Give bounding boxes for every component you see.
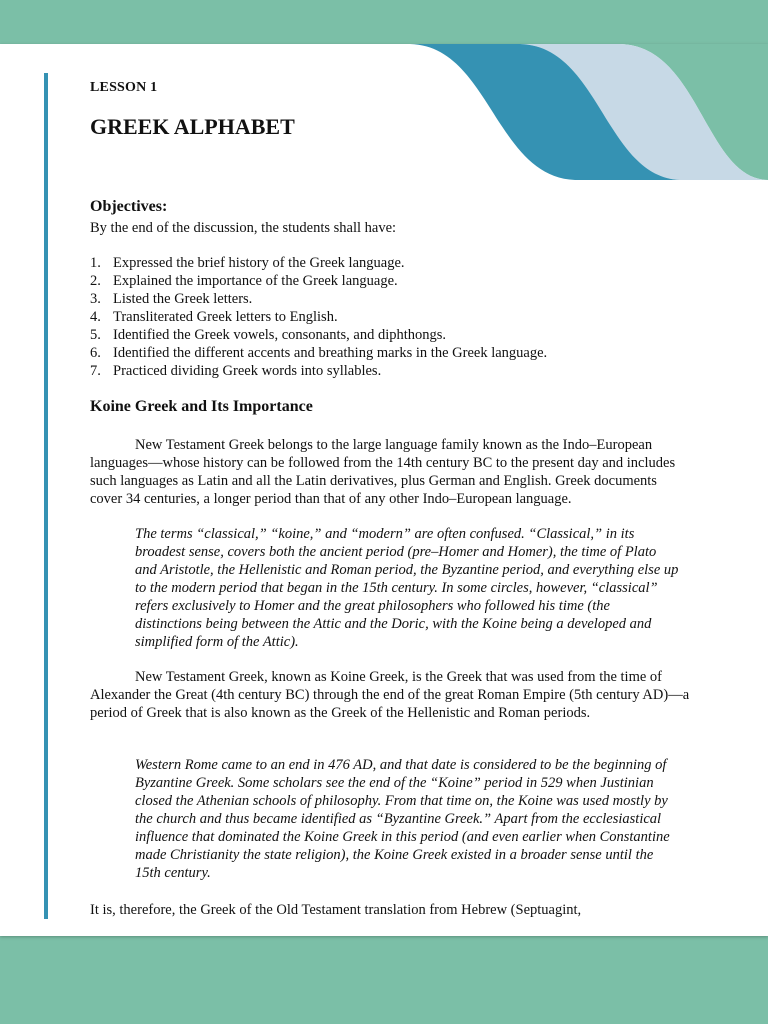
left-accent-rule — [44, 73, 48, 919]
list-text: Identified the Greek vowels, consonants, and diphthongs. — [113, 327, 447, 343]
list-text: Transliterated Greek letters to English. — [113, 309, 338, 325]
list-item — [90, 344, 547, 362]
list-item — [90, 272, 547, 290]
list-number: 6. — [90, 345, 101, 361]
list-number: 7. — [90, 363, 101, 379]
objectives-heading: Objectives: — [90, 198, 168, 215]
document-page — [0, 44, 768, 936]
bottom-green-band — [0, 936, 768, 1024]
list-number: 4. — [90, 309, 101, 325]
page-title: GREEK ALPHABET — [90, 114, 295, 139]
block-quote-1: The terms “classical,” “koine,” and “modern” are often confused. “Classical,” in its broadest sense, covers both the ancient period (pre–Homer and Homer), the time of Plato and Aristotle, the Hellenistic and Roman period, the Byzantine period, and everything else up to the modern period that began in the 15th century. In some circles, however, “classical” refers exclusively to Homer and the great philosophers who followed his time (the distinctions being between the Attic and the Doric, with the Koine being a developed and simplified form of the Attic). — [135, 526, 679, 650]
body-paragraph-1: New Testament Greek belongs to the large language family known as the Indo–European languages—whose history can be followed from the 14th century BC to the present day and includes such languages as Latin and all the Latin derivatives, plus German and English. Greek documents cover 34 centuries, a longer period than that of any other Indo–European language. — [90, 437, 676, 507]
list-item — [90, 290, 547, 308]
list-number: 5. — [90, 327, 101, 343]
koine-section-heading: Koine Greek and Its Importance — [90, 398, 313, 415]
list-item — [90, 254, 547, 272]
top-green-band — [0, 0, 768, 46]
block-quote-2: Western Rome came to an end in 476 AD, and that date is considered to be the beginning of Byzantine Greek. Some scholars see the end of the “Koine” period in 529 when Justinian closed the Athenian schools of philosophy. From that time on, the Koine was used mostly by the church and thus became identified as “Byzantine Greek.” Apart from the ecclesiastical influence that dominated the Koine Greek in this period (and even earlier when Constantine made Christianity the state religion), the Koine Greek existed in a broader sense until the 15th century. — [135, 757, 670, 881]
list-text: Practiced dividing Greek words into syllables. — [113, 363, 382, 379]
list-number: 3. — [90, 291, 101, 307]
body-paragraph-2: New Testament Greek, known as Koine Greek, is the Greek that was used from the time of Alexander the Great (4th century BC) through the end of the great Roman Empire (5th century AD)—a period of Greek that is also known as the Greek of the Hellenistic and Roman periods. — [90, 669, 690, 721]
list-text: Listed the Greek letters. — [113, 291, 253, 307]
objectives-intro: By the end of the discussion, the students shall have: — [90, 220, 397, 236]
list-text: Explained the importance of the Greek language. — [113, 273, 398, 289]
list-text: Identified the different accents and breathing marks in the Greek language. — [113, 345, 548, 361]
list-item — [90, 326, 547, 344]
lesson-label: LESSON 1 — [90, 80, 158, 95]
list-item — [90, 308, 547, 326]
list-number: 2. — [90, 273, 101, 289]
list-text: Expressed the brief history of the Greek language. — [113, 255, 405, 271]
list-number: 1. — [90, 255, 101, 271]
body-paragraph-3: It is, therefore, the Greek of the Old Testament translation from Hebrew (Septuagint, — [90, 902, 582, 918]
list-item — [90, 362, 547, 380]
objectives-list — [90, 254, 547, 380]
